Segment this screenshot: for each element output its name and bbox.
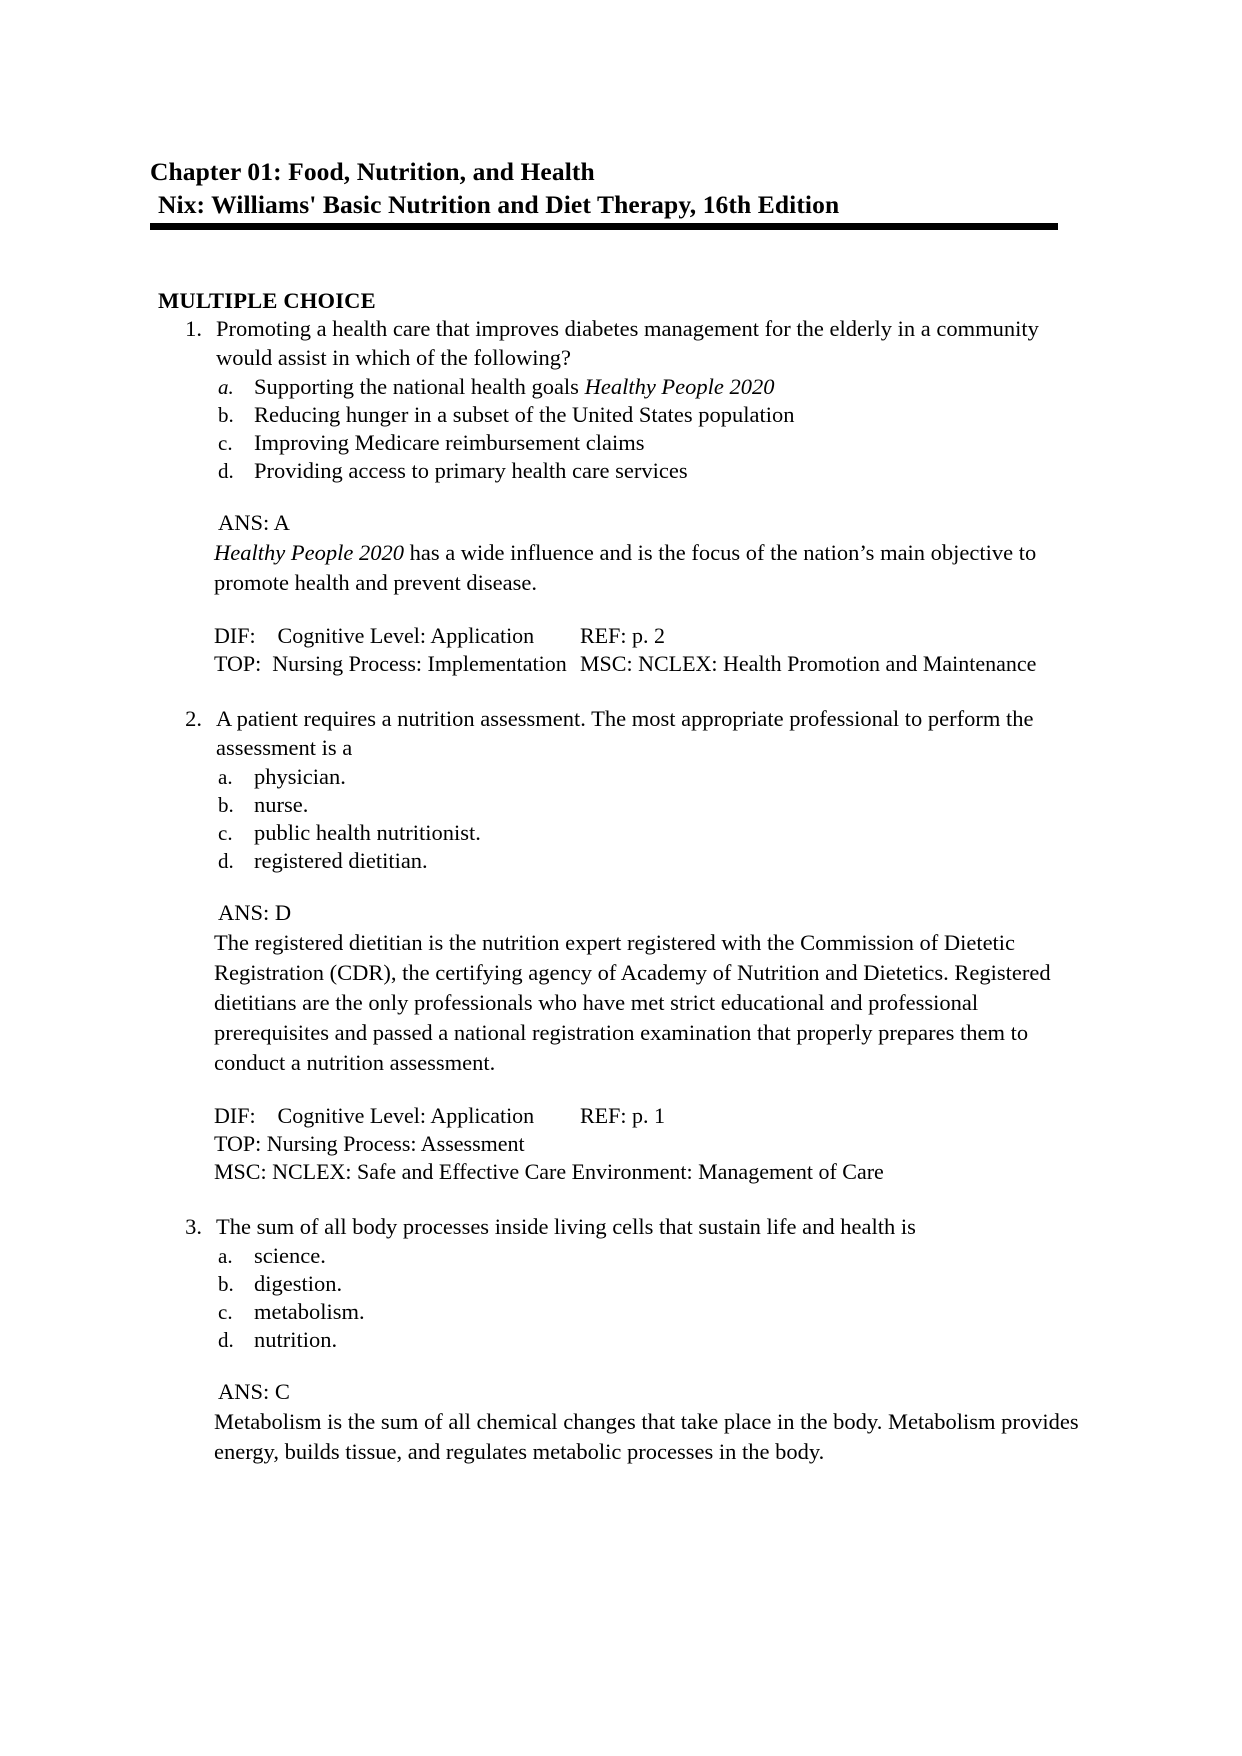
metadata-row xyxy=(214,1158,1092,1186)
options-list xyxy=(216,763,1092,875)
option-row[interactable] xyxy=(216,1298,1092,1326)
question-number: 3. xyxy=(185,1214,202,1239)
metadata-left: TOP: Nursing Process: Assessment xyxy=(214,1131,525,1156)
answer-key: ANS: D xyxy=(218,900,292,925)
option-row[interactable] xyxy=(216,763,1092,791)
metadata-right: MSC: NCLEX: Health Promotion and Maintenance xyxy=(580,651,1037,676)
option-label: b. xyxy=(218,793,234,817)
question-stem-row xyxy=(178,314,1092,372)
question-text: A patient requires a nutrition assessment. The most appropriate professional to perform the assessment is a xyxy=(216,706,1034,760)
option-text: Reducing hunger in a subset of the United States population xyxy=(254,402,795,427)
options-list xyxy=(216,373,1092,485)
metadata-left: MSC: NCLEX: Safe and Effective Care Environment: Management of Care xyxy=(214,1159,884,1184)
question-stem-row xyxy=(178,1212,1092,1241)
question-block xyxy=(150,314,1092,678)
questions-list xyxy=(150,314,1092,1467)
metadata-left: DIF: Cognitive Level: Application xyxy=(214,1103,535,1128)
option-label: c. xyxy=(218,821,233,845)
answer-block xyxy=(214,1378,1092,1467)
metadata-right: REF: p. 1 xyxy=(580,1103,665,1128)
option-label: a. xyxy=(218,765,233,789)
question-text: The sum of all body processes inside living cells that sustain life and health is xyxy=(216,1214,916,1239)
rationale-text: The registered dietitian is the nutrition expert registered with the Commission of Dietetic Registration (CDR), the certifying agency of Academy of Nutrition and Dietetics. Registered dietitians are the only professionals who have met strict educational and professional prerequisites and passed a national registration examination that properly prepares them to conduct a nutrition assessment. xyxy=(214,930,1051,1075)
option-text: science. xyxy=(254,1243,326,1268)
metadata-block xyxy=(214,1102,1092,1186)
metadata-left: DIF: Cognitive Level: Application xyxy=(214,623,535,648)
option-text: digestion. xyxy=(254,1271,343,1296)
option-label: b. xyxy=(218,403,234,427)
metadata-block xyxy=(214,622,1092,678)
option-label: d. xyxy=(218,1328,234,1352)
metadata-row xyxy=(214,622,1092,650)
option-text: Improving Medicare reimbursement claims xyxy=(254,430,645,455)
metadata-row xyxy=(214,1130,1092,1158)
answer-block xyxy=(214,899,1092,1078)
section-heading: MULTIPLE CHOICE xyxy=(158,288,376,313)
metadata-row xyxy=(214,1102,1092,1130)
option-text: nutrition. xyxy=(254,1327,338,1352)
chapter-title: Chapter 01: Food, Nutrition, and Health xyxy=(150,157,595,186)
question-number: 1. xyxy=(185,316,202,341)
option-text xyxy=(254,373,775,401)
option-text: nurse. xyxy=(254,792,309,817)
metadata-left: TOP: Nursing Process: Implementation xyxy=(214,651,567,676)
option-row[interactable] xyxy=(216,847,1092,875)
option-label: c. xyxy=(218,431,233,455)
option-text: metabolism. xyxy=(254,1299,365,1324)
question-block xyxy=(150,704,1092,1186)
answer-block xyxy=(214,509,1092,598)
rationale-italic-lead: Healthy People 2020 xyxy=(214,540,404,565)
option-label: a. xyxy=(218,1244,233,1268)
option-row[interactable] xyxy=(216,1270,1092,1298)
option-label: a. xyxy=(218,375,234,399)
option-label: d. xyxy=(218,459,234,483)
rationale-text: Metabolism is the sum of all chemical changes that take place in the body. Metabolism provides energy, builds tissue, and regulates metabolic processes in the body. xyxy=(214,1409,1079,1464)
option-label: c. xyxy=(218,1300,233,1324)
option-row[interactable] xyxy=(216,819,1092,847)
rationale-rest: has a wide influence and is the focus of the nation’s main objective to promote health and prevent disease. xyxy=(214,540,1037,595)
option-row[interactable] xyxy=(216,373,1092,401)
question-block xyxy=(150,1212,1092,1467)
option-row[interactable] xyxy=(216,1242,1092,1270)
header-divider xyxy=(150,223,1058,230)
metadata-row xyxy=(214,650,1092,678)
option-label: b. xyxy=(218,1272,234,1296)
option-row[interactable] xyxy=(216,457,1092,485)
option-row[interactable] xyxy=(216,1326,1092,1354)
option-text: Providing access to primary health care services xyxy=(254,458,688,483)
option-label: d. xyxy=(218,849,234,873)
book-title: Nix: Williams' Basic Nutrition and Diet Therapy, 16th Edition xyxy=(158,190,840,219)
question-text: Promoting a health care that improves diabetes management for the elderly in a community would assist in which of the following? xyxy=(216,316,1039,370)
option-text: public health nutritionist. xyxy=(254,820,481,845)
metadata-right: REF: p. 2 xyxy=(580,623,665,648)
option-text: registered dietitian. xyxy=(254,848,428,873)
answer-key: ANS: A xyxy=(218,510,290,535)
document-header xyxy=(150,155,1092,230)
options-list xyxy=(216,1242,1092,1354)
question-number: 2. xyxy=(185,706,202,731)
option-row[interactable] xyxy=(216,791,1092,819)
option-text-italic: Healthy People 2020 xyxy=(584,374,775,399)
option-row[interactable] xyxy=(216,401,1092,429)
question-stem-row xyxy=(178,704,1092,762)
option-text: physician. xyxy=(254,764,346,789)
option-row[interactable] xyxy=(216,429,1092,457)
rationale-text xyxy=(214,538,1092,598)
option-text-plain: Supporting the national health goals xyxy=(254,374,585,399)
answer-key: ANS: C xyxy=(218,1379,290,1404)
